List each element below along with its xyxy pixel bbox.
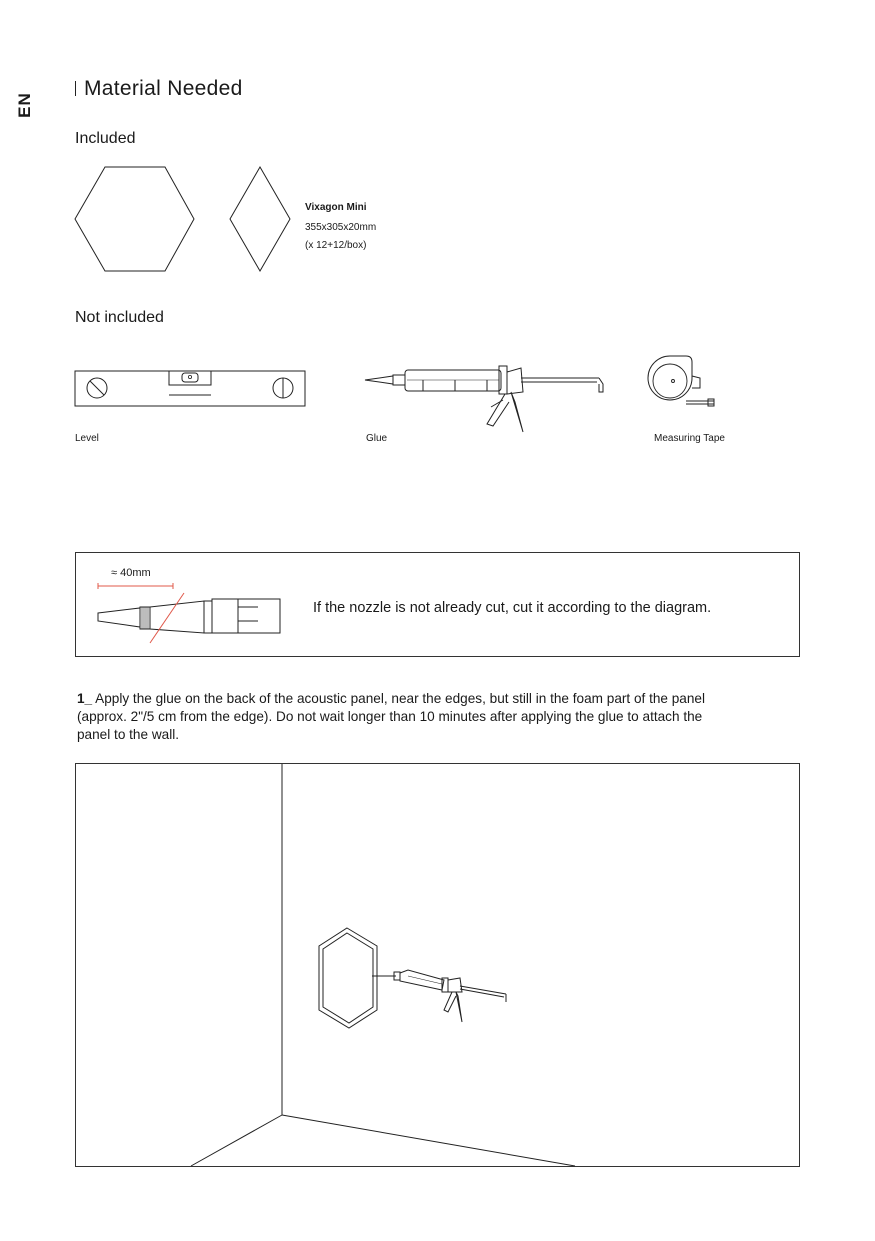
measuring-tape-icon [646, 354, 718, 410]
nozzle-tip-text: If the nozzle is not already cut, cut it according to the diagram. [313, 600, 712, 616]
step-1-text: Apply the glue on the back of the acoustic panel, near the edges, but still in the foam part of the panel (approx. 2"/5 cm from the edge). Do not wait longer than 10 minutes after applying the glue to attach the panel to the wall. [77, 691, 706, 742]
product-name: Vixagon Mini [305, 202, 367, 213]
spirit-level-icon [74, 368, 308, 410]
panel-with-glue-gun-icon [316, 926, 511, 1030]
page-title-text: Material Needed [84, 77, 243, 100]
caulk-gun-icon [363, 362, 608, 434]
hexagon-panel-icon [74, 166, 196, 272]
language-tab: EN [15, 92, 34, 118]
nozzle-cut-diagram [96, 583, 284, 645]
step-1-instructions [77, 690, 737, 744]
not-included-heading: Not included [75, 309, 164, 326]
product-dimensions: 355x305x20mm [305, 222, 377, 233]
tool-label-level: Level [75, 433, 99, 444]
tool-label-measuring-tape: Measuring Tape [654, 433, 725, 444]
title-bar-divider [75, 81, 76, 96]
tool-label-glue: Glue [366, 433, 388, 444]
diamond-panel-icon [229, 166, 291, 272]
step-number: 1_ [77, 691, 93, 706]
page-title [75, 77, 243, 101]
included-heading: Included [75, 130, 136, 147]
nozzle-cut-measurement: ≈ 40mm [111, 567, 151, 579]
product-quantity: (x 12+12/box) [305, 240, 367, 251]
